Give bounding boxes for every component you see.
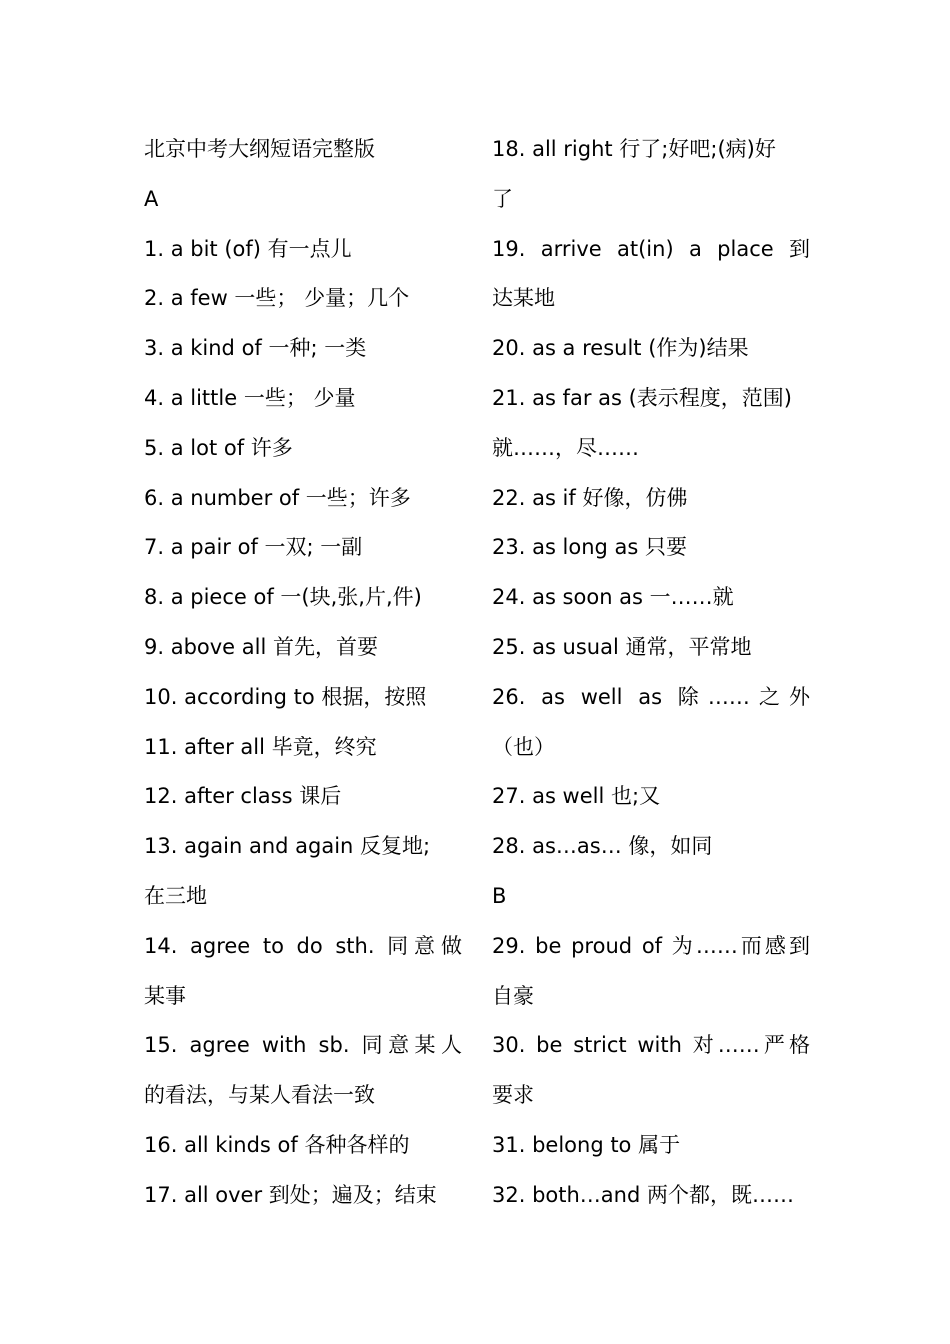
text-line: 15. agree with sb. 同意某人 bbox=[144, 1033, 462, 1058]
text-line: 某事 bbox=[144, 983, 186, 1008]
text-line: 4. a little 一些； 少量 bbox=[144, 385, 356, 410]
text-line: 1. a bit (of) 有一点儿 bbox=[144, 236, 352, 261]
text-line: 2. a few 一些； 少量；几个 bbox=[144, 286, 410, 311]
text-line: 23. as long as 只要 bbox=[492, 535, 688, 560]
text-line: （也） bbox=[492, 734, 555, 759]
text-line: 14. agree to do sth. 同意做 bbox=[144, 933, 462, 958]
text-line: 要求 bbox=[492, 1083, 534, 1108]
text-line: 28. as…as… 像，如同 bbox=[492, 834, 713, 859]
text-line: 19. arrive at(in) a place 到 bbox=[492, 236, 810, 261]
text-line: 20. as a result (作为)结果 bbox=[492, 336, 749, 361]
text-line: 5. a lot of 许多 bbox=[144, 435, 293, 460]
text-line: 25. as usual 通常，平常地 bbox=[492, 634, 752, 659]
text-line: 了 bbox=[492, 186, 513, 211]
text-line: 16. all kinds of 各种各样的 bbox=[144, 1132, 410, 1157]
text-line: 24. as soon as 一……就 bbox=[492, 585, 734, 610]
text-line: 在三地 bbox=[144, 883, 207, 908]
text-line: 就……，尽…… bbox=[492, 435, 639, 460]
text-line: 30. be strict with 对……严格 bbox=[492, 1033, 810, 1058]
text-line: 7. a pair of 一双; 一副 bbox=[144, 535, 363, 560]
text-line: 9. above all 首先，首要 bbox=[144, 634, 378, 659]
text-line: 6. a number of 一些；许多 bbox=[144, 485, 411, 510]
text-line: 自豪 bbox=[492, 983, 534, 1008]
text-line: 10. according to 根据，按照 bbox=[144, 684, 427, 709]
text-line: 18. all right 行了;好吧;(病)好 bbox=[492, 137, 776, 161]
text-line: 北京中考大纲短语完整版 bbox=[144, 137, 375, 161]
text-line: 3. a kind of 一种; 一类 bbox=[144, 336, 367, 361]
text-line: 8. a piece of 一(块,张,片,件) bbox=[144, 585, 422, 610]
text-line: 12. after class 课后 bbox=[144, 784, 342, 809]
text-line: 27. as well 也;又 bbox=[492, 784, 661, 809]
text-line: B bbox=[492, 883, 507, 908]
text-line: 11. after all 毕竟，终究 bbox=[144, 734, 377, 759]
text-line: A bbox=[144, 186, 159, 211]
text-line: 21. as far as (表示程度，范围) bbox=[492, 385, 792, 410]
text-line: 达某地 bbox=[492, 286, 555, 311]
text-line: 13. again and again 反复地; bbox=[144, 834, 431, 859]
text-line: 29. be proud of 为……而感到 bbox=[492, 933, 810, 958]
text-line: 31. belong to 属于 bbox=[492, 1132, 681, 1157]
text-line: 32. both…and 两个都，既…… bbox=[492, 1182, 794, 1207]
text-line: 17. all over 到处；遍及；结束 bbox=[144, 1182, 437, 1207]
text-line: 26. as well as 除……之外 bbox=[492, 684, 810, 709]
left-column bbox=[144, 125, 462, 1221]
text-line: 22. as if 好像，仿佛 bbox=[492, 485, 688, 510]
right-column bbox=[492, 125, 810, 1221]
text-line: 的看法，与某人看法一致 bbox=[144, 1083, 375, 1108]
